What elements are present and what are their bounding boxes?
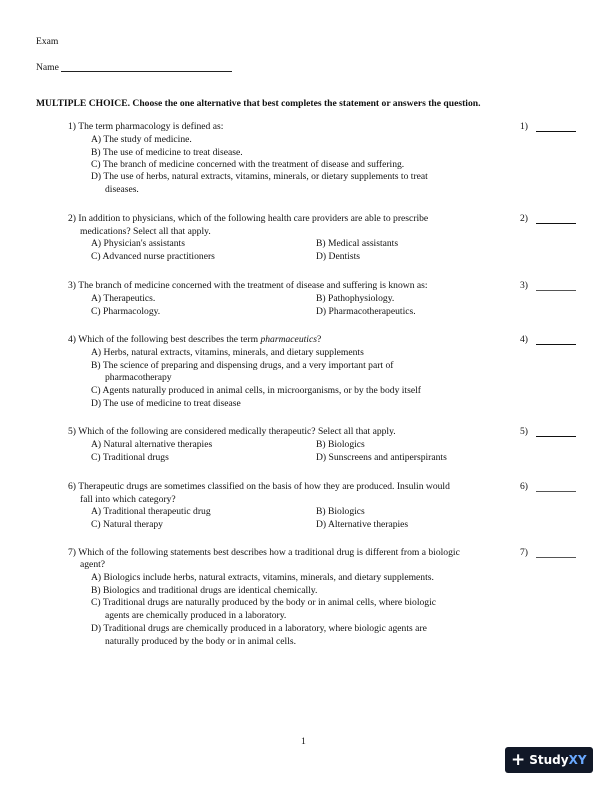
option-c[interactable]: C) The branch of medicine concerned with the treatment of disease and suffering.: [91, 159, 405, 170]
answer-number: 4): [520, 334, 528, 345]
question-stem: 6) Therapeutic drugs are sometimes classified on the basis of how they are produced. Insulin would: [68, 481, 450, 492]
question-stem-continuation: agent?: [80, 559, 106, 570]
plus-icon: +: [511, 749, 526, 770]
question-stem-text: 4) Which of the following best describes the term: [68, 334, 261, 345]
option-c[interactable]: C) Pharmacology.: [91, 306, 161, 317]
option-d[interactable]: D) Dentists: [316, 251, 360, 262]
option-b[interactable]: B) Biologics: [316, 439, 365, 450]
answer-blank[interactable]: [536, 483, 576, 492]
question-stem: 2) In addition to physicians, which of the following health care providers are able to prescribe: [68, 213, 429, 224]
answer-blank[interactable]: [536, 215, 576, 224]
answer-blank[interactable]: [536, 282, 576, 291]
option-a[interactable]: A) Biologics include herbs, natural extracts, vitamins, minerals, and dietary supplements.: [91, 572, 434, 583]
brand-name: Study: [529, 753, 569, 767]
answer-number: 6): [520, 481, 528, 492]
option-c[interactable]: C) Agents naturally produced in animal cells, in microorganisms, or by the body itself: [91, 385, 421, 396]
answer-blank[interactable]: [536, 336, 576, 345]
option-d[interactable]: D) Pharmacotherapeutics.: [316, 306, 416, 317]
option-b[interactable]: B) Medical assistants: [316, 238, 399, 249]
question-stem: [68, 334, 321, 347]
question-stem-continuation: medications? Select all that apply.: [80, 226, 211, 237]
option-a[interactable]: A) The study of medicine.: [91, 134, 192, 145]
question-stem: 5) Which of the following are considered medically therapeutic? Select all that apply.: [68, 426, 396, 437]
answer-number: 3): [520, 280, 528, 291]
answer-blank[interactable]: [536, 123, 576, 132]
option-d-continuation: naturally produced by the body or in animal cells.: [105, 636, 297, 647]
option-b-continuation: pharmacotherapy: [105, 372, 172, 383]
answer-blank[interactable]: [536, 549, 576, 558]
option-d[interactable]: D) The use of medicine to treat disease: [91, 398, 241, 409]
option-c-continuation: agents are chemically produced in a laboratory.: [105, 610, 287, 621]
name-field-line[interactable]: [61, 71, 232, 72]
name-label: Name: [36, 62, 59, 73]
brand-name-accent: XY: [568, 753, 587, 767]
option-a[interactable]: A) Natural alternative therapies: [91, 439, 213, 450]
option-b[interactable]: B) The science of preparing and dispensing drugs, and a very important part of: [91, 360, 394, 371]
option-c[interactable]: C) Traditional drugs are naturally produced by the body or in animal cells, where biologic: [91, 597, 437, 608]
option-b[interactable]: B) The use of medicine to treat disease.: [91, 147, 243, 158]
question-stem: 3) The branch of medicine concerned with the treatment of disease and suffering is known as:: [68, 280, 428, 291]
option-d[interactable]: D) Traditional drugs are chemically produced in a laboratory, where biologic agents are: [91, 623, 427, 634]
exam-label: Exam: [36, 36, 59, 47]
answer-number: 5): [520, 426, 528, 437]
instructions-heading: MULTIPLE CHOICE. Choose the one alternative that best completes the statement or answers the question.: [36, 98, 481, 109]
question-stem: 1) The term pharmacology is defined as:: [68, 121, 224, 132]
option-a[interactable]: A) Herbs, natural extracts, vitamins, minerals, and dietary supplements: [91, 347, 364, 358]
question-stem-end: ?: [316, 334, 322, 345]
question-stem-term: pharmaceutics: [260, 334, 317, 345]
option-c[interactable]: C) Advanced nurse practitioners: [91, 251, 215, 262]
option-a[interactable]: A) Therapeutics.: [91, 293, 156, 304]
question-stem: 7) Which of the following statements best describes how a traditional drug is different from a biologic: [68, 547, 460, 558]
answer-number: 2): [520, 213, 528, 224]
page-number: 1: [301, 736, 306, 747]
option-b[interactable]: B) Biologics: [316, 506, 365, 517]
option-a[interactable]: A) Physician's assistants: [91, 238, 185, 249]
option-b[interactable]: B) Pathophysiology.: [316, 293, 395, 304]
answer-blank[interactable]: [536, 428, 576, 437]
option-a[interactable]: A) Traditional therapeutic drug: [91, 506, 211, 517]
answer-number: 1): [520, 121, 528, 132]
option-d[interactable]: D) Alternative therapies: [316, 519, 409, 530]
question-stem-continuation: fall into which category?: [80, 494, 176, 505]
option-d[interactable]: D) Sunscreens and antiperspirants: [316, 452, 447, 463]
option-d-continuation: diseases.: [105, 184, 139, 195]
option-c[interactable]: C) Traditional drugs: [91, 452, 169, 463]
option-c[interactable]: C) Natural therapy: [91, 519, 163, 530]
option-d[interactable]: D) The use of herbs, natural extracts, vitamins, minerals, or dietary supplements to treat: [91, 171, 428, 182]
studyxy-badge[interactable]: [505, 747, 593, 773]
answer-number: 7): [520, 547, 528, 558]
option-b[interactable]: B) Biologics and traditional drugs are identical chemically.: [91, 585, 318, 596]
